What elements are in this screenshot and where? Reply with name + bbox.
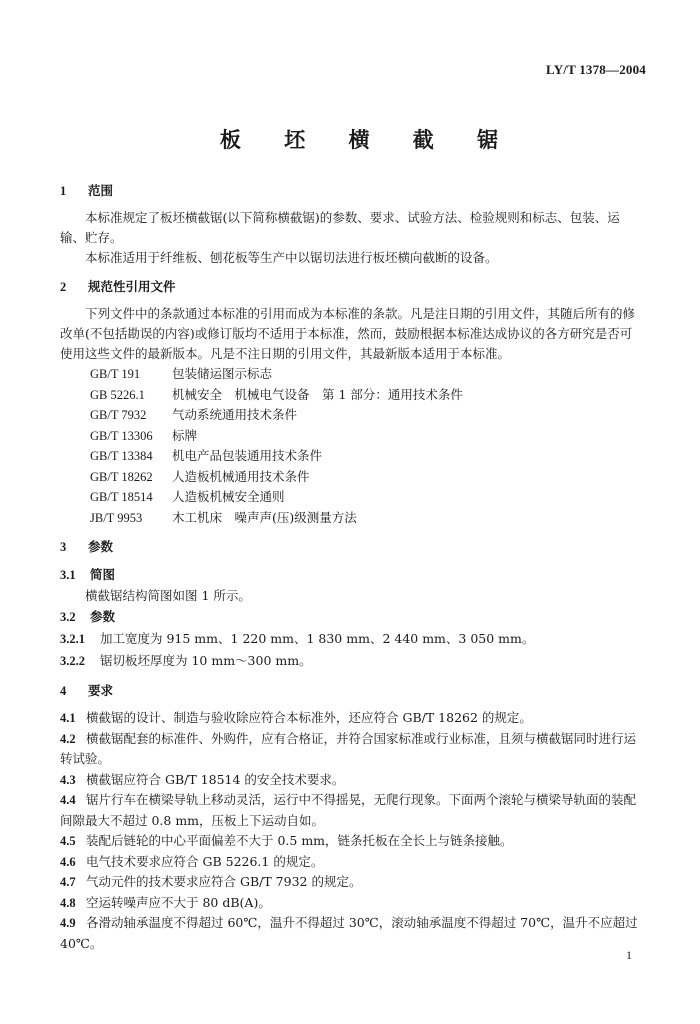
section-heading: 4 要求 — [60, 683, 114, 698]
requirement-item: 4.5 装配后链轮的中心平面偏差不大于 0.5 mm，链条托板在全长上与链条接触。 — [60, 833, 513, 848]
reference-item: GB/T 191 包装储运图示标志 — [90, 366, 273, 381]
paragraph: 本标准规定了板坯横截锯(以下简称横截锯)的参数、要求、试验方法、检验规则和标志、包装、运输、贮存。 — [60, 210, 620, 245]
section-heading: 2 规范性引用文件 — [60, 279, 176, 294]
reference-item: GB/T 13384 机电产品包装通用技术条件 — [90, 448, 323, 463]
standard-code: LY/T 1378—2004 — [546, 62, 646, 77]
paragraph: 下列文件中的条款通过本标准的引用而成为本标准的条款。凡是注日期的引用文件，其随后所有的修改单(不包括勘误的内容)或修订版均不适用于本标准，然而，鼓励根据本标准达成协议的各方研究是否可使用这些文件的最新版本。凡是不注日期的引用文件，其最新版本适用于本标准。 — [60, 306, 636, 361]
requirement-item: 4.4 锯片行车在横梁导轨上移动灵活，运行中不得摇晃，无爬行现象。下面两个滚轮与横梁导轨面的装配间隙最大不超过 0.8 mm，压板上下运动自如。 — [60, 792, 637, 828]
requirement-item: 4.6 电气技术要求应符合 GB 5226.1 的规定。 — [60, 853, 324, 869]
paragraph: 本标准适用于纤维板、刨花板等生产中以锯切法进行板坯横向截断的设备。 — [85, 250, 498, 265]
section-heading: 3 参数 — [60, 539, 114, 554]
requirement-item: 4.1 横截锯的设计、制造与验收除应符合本标准外，还应符合 GB/T 18262 的规定。 — [60, 710, 532, 725]
reference-item: GB/T 18514 人造板机械安全通则 — [90, 489, 285, 504]
document-body — [60, 180, 644, 954]
reference-list — [60, 364, 644, 528]
reference-item: GB/T 18262 人造板机械通用技术条件 — [90, 468, 310, 484]
reference-item: GB 5226.1 机械安全 机械电气设备 第 1 部分：通用技术条件 — [90, 386, 463, 402]
clause: 3.2.2 锯切板坯厚度为 10 mm～300 mm。 — [60, 653, 312, 668]
clause: 3.2.1 加工宽度为 915 mm、1 220 mm、1 830 mm、2 440 mm、3 050 mm。 — [60, 631, 535, 646]
reference-item: GB/T 13306 标牌 — [90, 427, 198, 443]
subsection-heading: 3.2 参数 — [60, 609, 116, 624]
reference-item: GB/T 7932 气动系统通用技术条件 — [90, 407, 298, 422]
document-title: 板 坯 横 截 锯 — [219, 127, 517, 152]
section-heading: 1 范围 — [60, 183, 114, 198]
requirement-item: 4.8 空运转噪声应不大于 80 dB(A)。 — [60, 894, 271, 910]
requirement-item: 4.7 气动元件的技术要求应符合 GB/T 7932 的规定。 — [60, 874, 362, 889]
paragraph: 横截锯结构简图如图 1 所示。 — [85, 588, 251, 603]
requirement-item: 4.3 横截锯应符合 GB/T 18514 的安全技术要求。 — [60, 771, 345, 787]
reference-item: JB/T 9953 木工机床 噪声声(压)级测量方法 — [90, 509, 357, 525]
subsection-heading: 3.1 简图 — [60, 567, 116, 582]
requirement-item: 4.2 横截锯配套的标准件、外购件，应有合格证，并符合国家标准或行业标准，且须与横截锯同时进行运转试验。 — [60, 730, 637, 766]
page-number: 1 — [626, 948, 632, 962]
requirement-item: 4.9 各滑动轴承温度不得超过 60℃，温升不得超过 30℃，滚动轴承温度不得超过 70℃，温升不应超过 40℃。 — [60, 915, 638, 951]
